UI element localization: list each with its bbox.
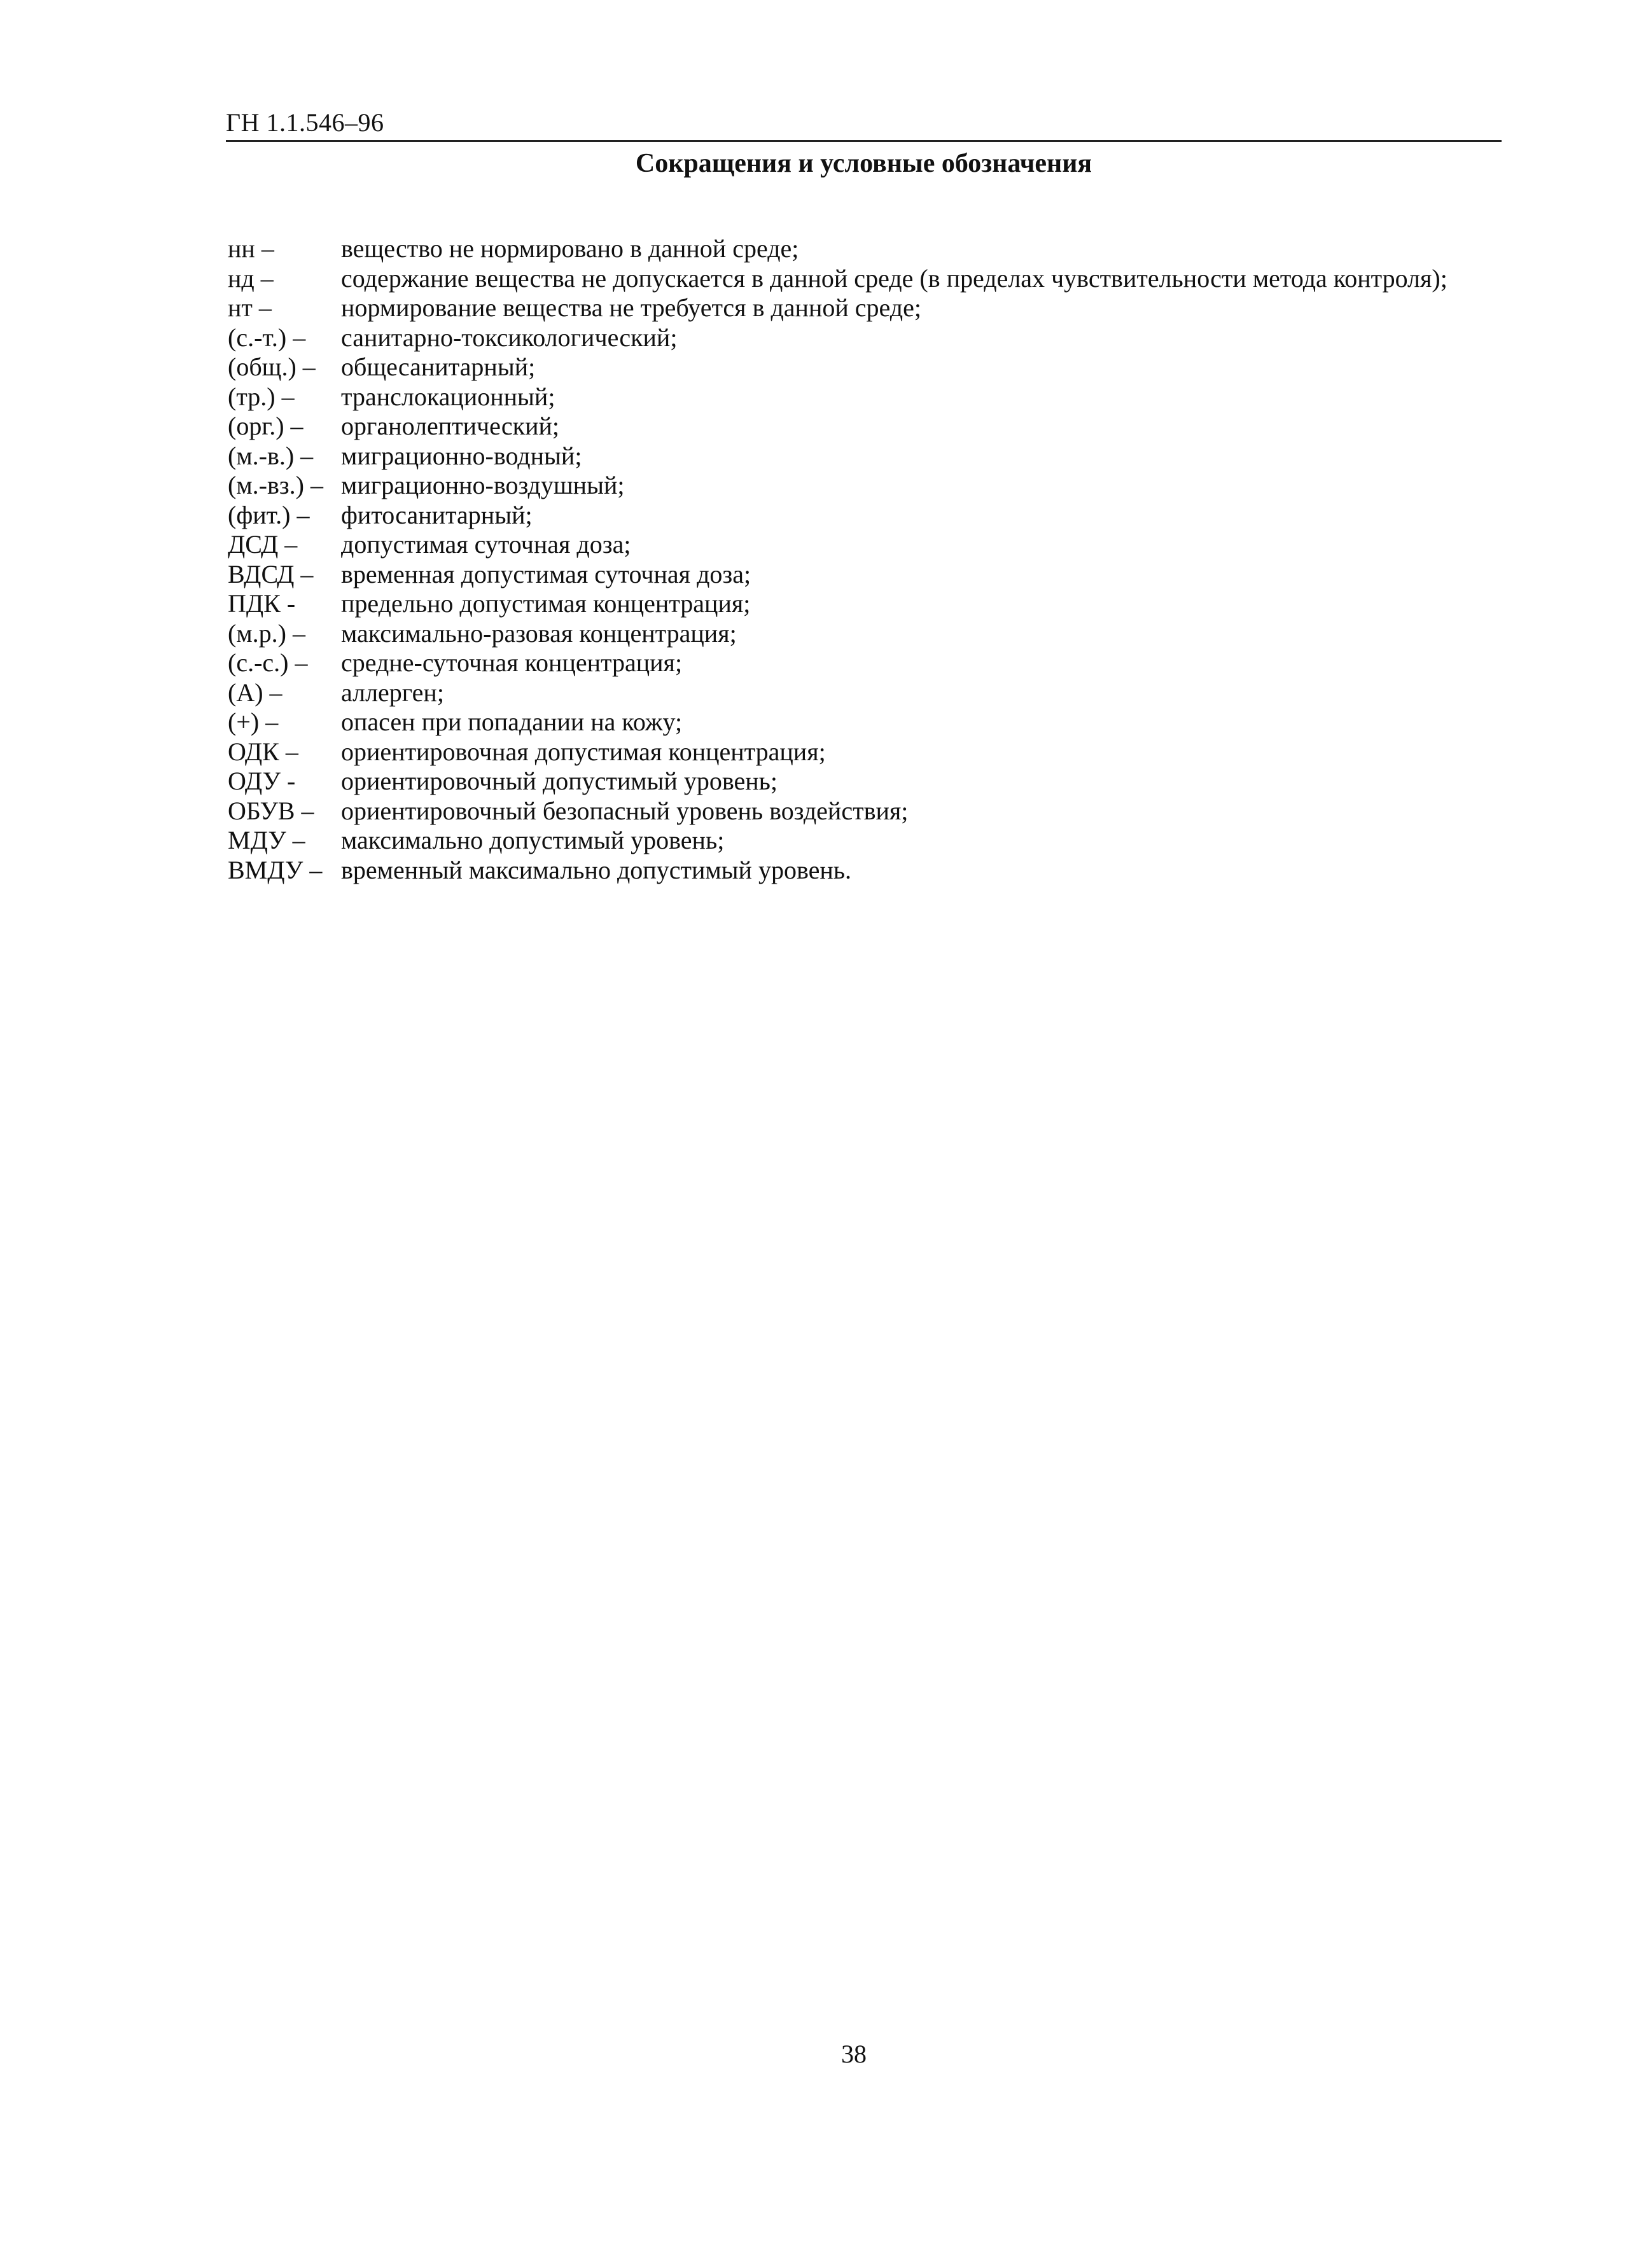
- abbreviation-row: [228, 352, 1500, 382]
- abbreviation-definition: опасен при попадании на кожу;: [341, 707, 683, 736]
- abbreviation-term: (орг.) –: [228, 412, 303, 440]
- abbreviation-row: [228, 767, 1500, 797]
- abbreviation-term: нн –: [228, 234, 274, 263]
- abbreviation-term: ВМДУ –: [228, 855, 323, 884]
- abbreviation-definition: ориентировочный безопасный уровень воздействия;: [341, 796, 909, 825]
- abbreviation-definition: санитарно-токсикологический;: [341, 323, 678, 352]
- abbreviation-definition: фитосанитарный;: [341, 500, 533, 529]
- abbreviation-term: ПДК -: [228, 589, 296, 618]
- abbreviation-term: (+) –: [228, 707, 279, 736]
- abbreviation-definition: ориентировочный допустимый уровень;: [341, 767, 778, 795]
- abbreviation-term: (тр.) –: [228, 382, 295, 411]
- abbreviation-row: [228, 678, 1500, 708]
- abbreviation-row: [228, 589, 1500, 619]
- abbreviation-row: [228, 412, 1500, 442]
- abbreviation-definition: предельно допустимая концентрация;: [341, 589, 751, 618]
- abbreviation-row: [228, 382, 1500, 412]
- abbreviation-definition: средне-суточная концентрация;: [341, 648, 683, 677]
- abbreviation-row: [228, 442, 1500, 471]
- abbreviation-definition: содержание вещества не допускается в данной среде (в пределах чувствительности метода контроля);: [341, 263, 1447, 293]
- abbreviation-definition: миграционно-воздушный;: [341, 471, 625, 499]
- abbreviation-definition: максимально-разовая концентрация;: [341, 618, 737, 648]
- abbreviation-row: [228, 323, 1500, 353]
- abbreviation-term: (с.-т.) –: [228, 323, 306, 352]
- abbreviation-definition: временная допустимая суточная доза;: [341, 559, 751, 588]
- abbreviation-term: (А) –: [228, 678, 282, 707]
- abbreviation-term: ОДУ -: [228, 767, 296, 795]
- abbreviation-definition: миграционно-водный;: [341, 441, 582, 470]
- abbreviation-term: (м.р.) –: [228, 618, 305, 648]
- abbreviation-term: (фит.) –: [228, 500, 310, 529]
- abbreviation-definition: транслокационный;: [341, 382, 555, 411]
- abbreviation-row: [228, 293, 1500, 323]
- abbreviation-row: [228, 737, 1500, 767]
- abbreviation-term: (общ.) –: [228, 352, 316, 381]
- abbreviation-term: ДСД –: [228, 530, 298, 559]
- abbreviation-definition: вещество не нормировано в данной среде;: [341, 234, 799, 263]
- abbreviation-row: [228, 234, 1500, 264]
- page-number: 38: [841, 2040, 867, 2068]
- abbreviation-term: (с.-с.) –: [228, 648, 308, 677]
- abbreviation-row: [228, 501, 1500, 531]
- abbreviation-term: нд –: [228, 263, 274, 293]
- running-header: [226, 102, 1502, 142]
- document-code: ГН 1.1.546–96: [226, 108, 384, 137]
- abbreviation-definition: максимально допустимый уровень;: [341, 826, 725, 854]
- section-title: Сокращения и условные обозначения: [635, 149, 1092, 178]
- abbreviation-term: ВДСД –: [228, 559, 314, 588]
- abbreviation-definition: нормирование вещества не требуется в данной среде;: [341, 293, 921, 322]
- abbreviation-term: ОБУВ –: [228, 796, 314, 825]
- abbreviation-term: нт –: [228, 293, 272, 322]
- abbreviation-row: [228, 707, 1500, 737]
- abbreviation-term: ОДК –: [228, 737, 298, 766]
- abbreviation-row: [228, 619, 1500, 649]
- abbreviation-definition: органолептический;: [341, 412, 560, 440]
- abbreviation-definition: допустимая суточная доза;: [341, 530, 631, 559]
- abbreviation-definition: общесанитарный;: [341, 352, 536, 381]
- abbreviation-definition: временный максимально допустимый уровень.: [341, 855, 851, 884]
- abbreviation-row: [228, 648, 1500, 678]
- abbreviation-definition: ориентировочная допустимая концентрация;: [341, 737, 826, 766]
- abbreviation-list: [228, 234, 1500, 885]
- abbreviation-row: [228, 826, 1500, 856]
- abbreviation-row: [228, 797, 1500, 826]
- abbreviation-definition: аллерген;: [341, 678, 444, 707]
- abbreviation-row: [228, 856, 1500, 886]
- abbreviation-row: [228, 530, 1500, 560]
- abbreviation-row: [228, 560, 1500, 590]
- abbreviation-term: (м.-вз.) –: [228, 471, 323, 499]
- abbreviation-term: МДУ –: [228, 826, 305, 854]
- abbreviation-term: (м.-в.) –: [228, 441, 314, 470]
- abbreviation-row: [228, 264, 1500, 294]
- abbreviation-row: [228, 471, 1500, 501]
